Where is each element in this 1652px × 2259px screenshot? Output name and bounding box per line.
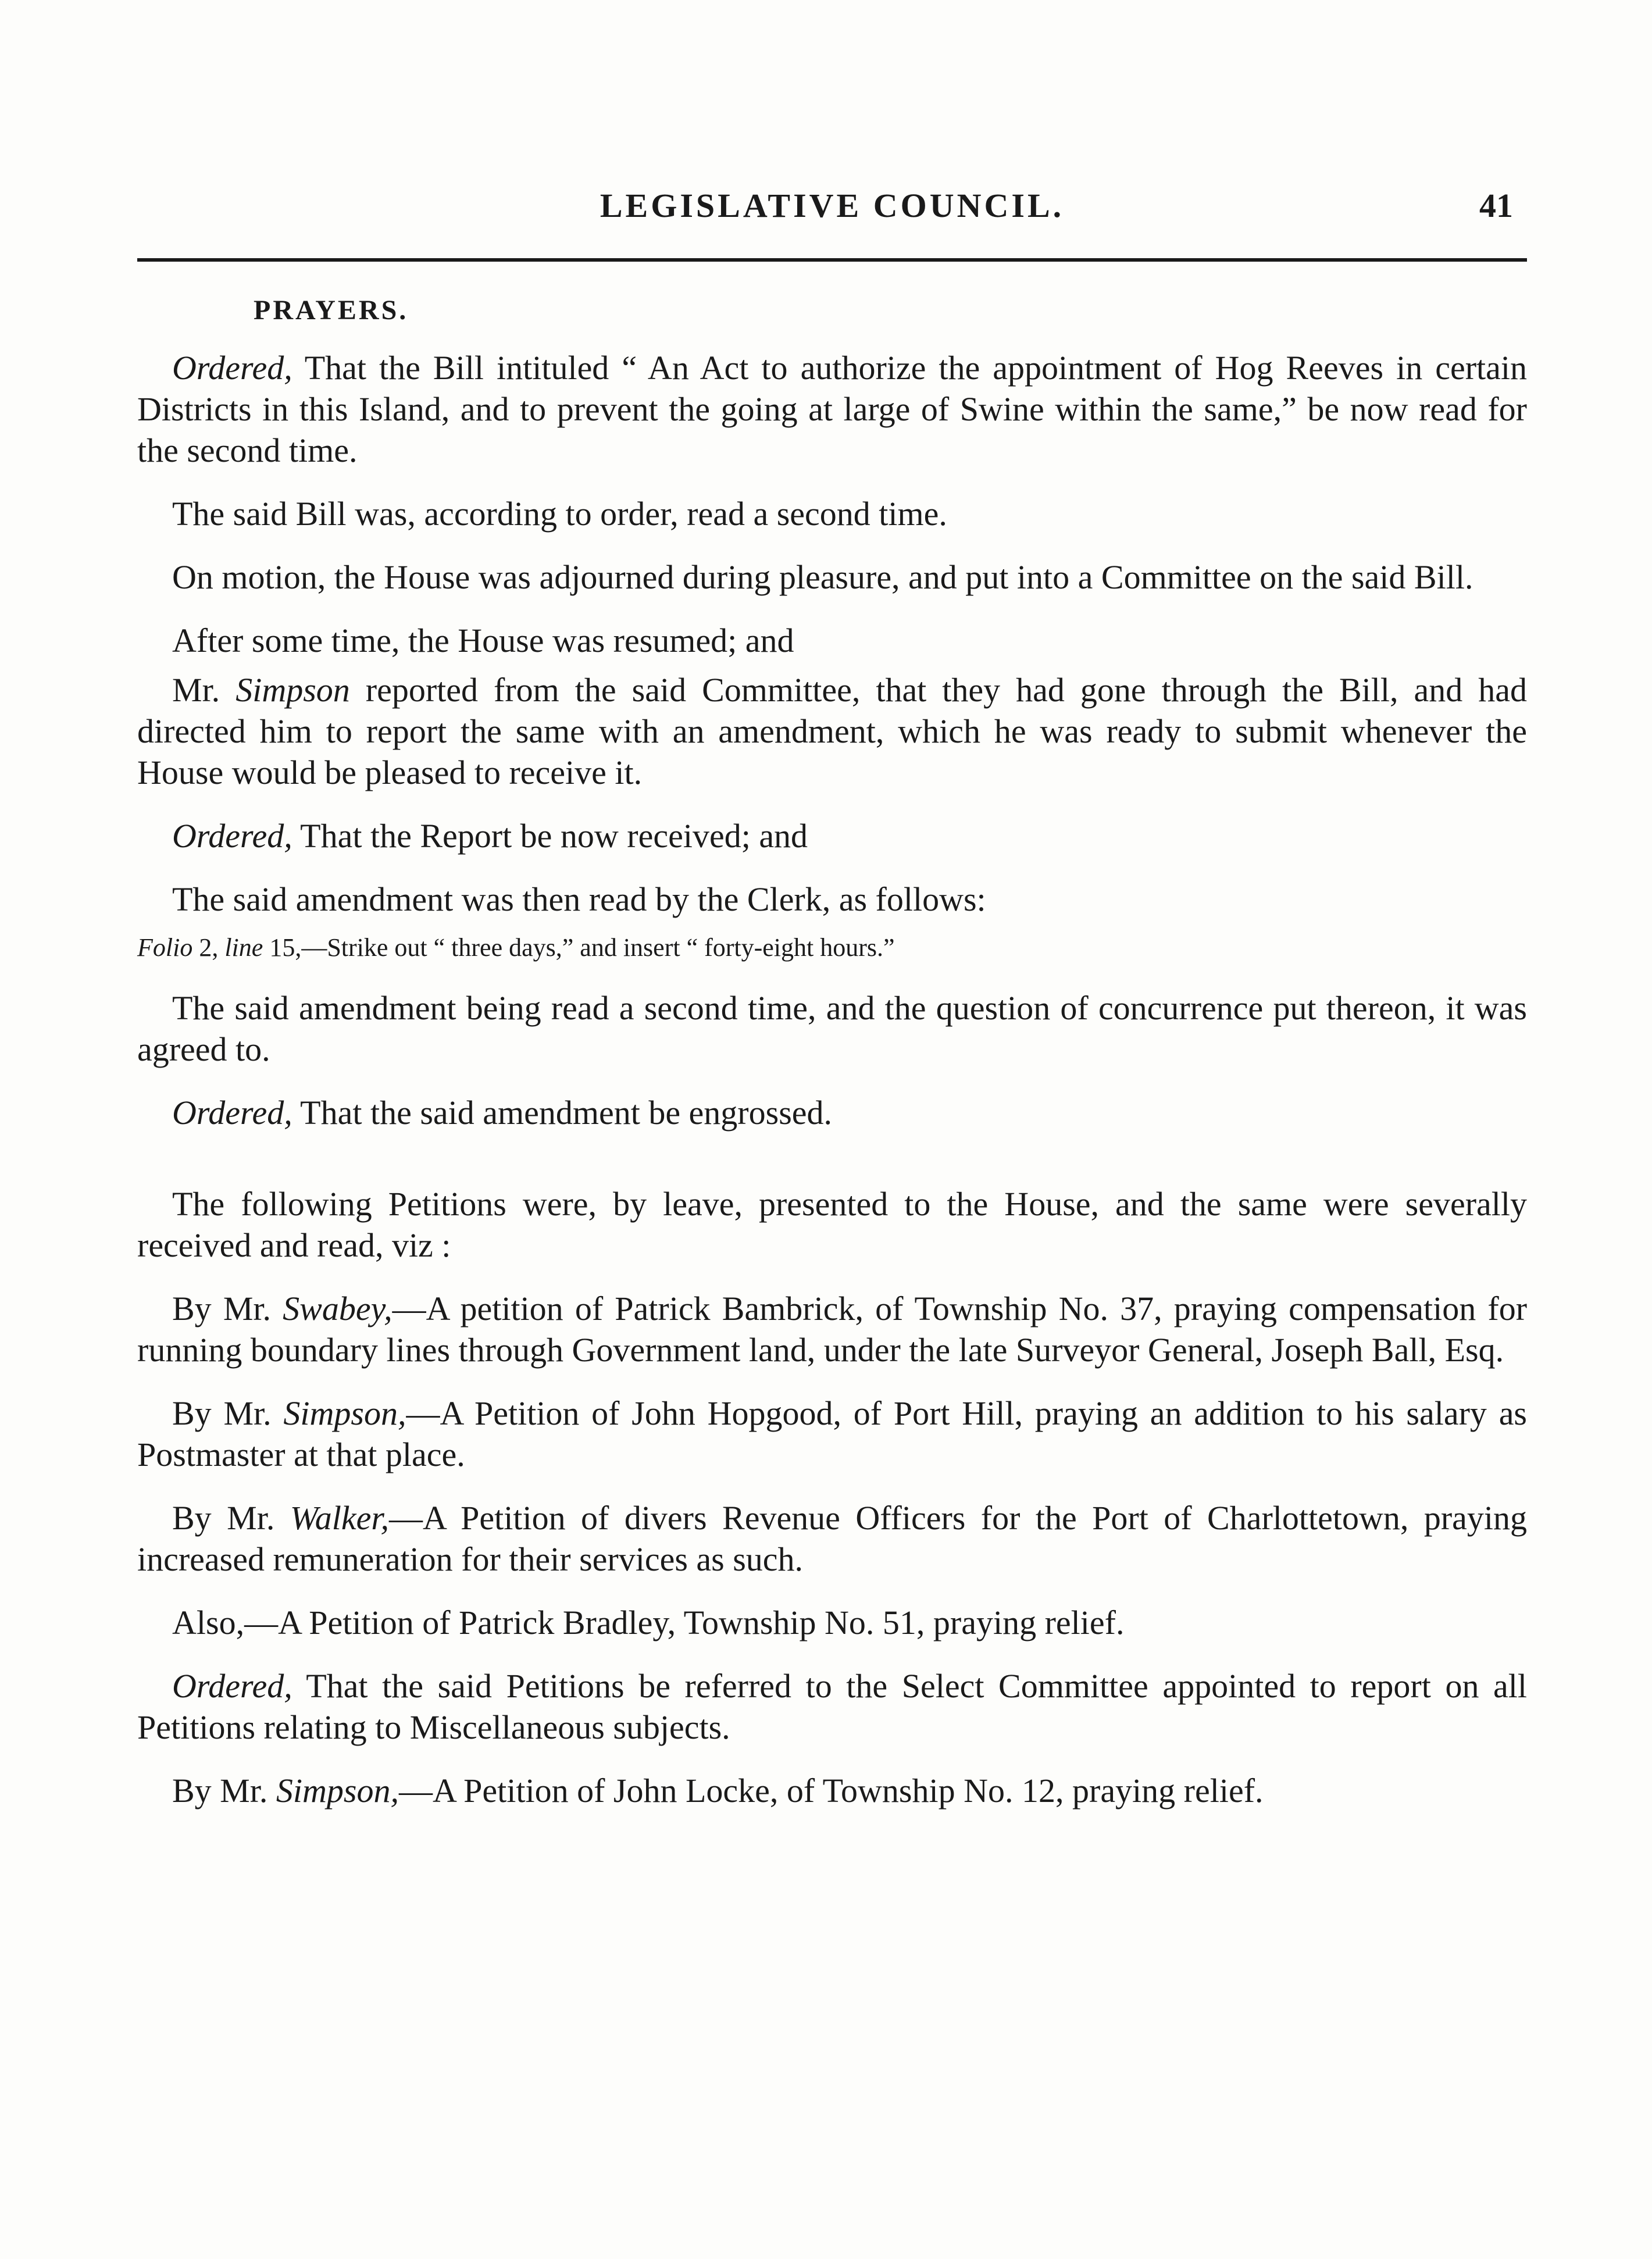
section-heading: PRAYERS.: [254, 295, 409, 326]
paragraph-read-second-time: [137, 493, 1527, 534]
member-name: Simpson: [236, 671, 350, 709]
member-prefix: By Mr.: [172, 1499, 290, 1537]
paragraph-petition-revenue-officers: [137, 1497, 1527, 1580]
paragraph-text: —A petition of Patrick Bambrick, of Township No. 37, praying compensation for running boundary lines through Government land, under the late Surveyor General, Joseph Ball, Esq.: [137, 1290, 1528, 1369]
ordered-label: Ordered,: [172, 349, 292, 387]
paragraph-text: Also,—A Petition of Patrick Bradley, Township No. 51, praying relief.: [172, 1604, 1125, 1641]
paragraph-text: —A Petition of John Locke, of Township No. 12, praying relief.: [398, 1772, 1264, 1810]
member-prefix: By Mr.: [172, 1290, 283, 1327]
paragraph-text: The said amendment was then read by the Clerk, as follows:: [172, 880, 986, 918]
member-name: Simpson,: [276, 1772, 399, 1810]
paragraph-amendment-engrossed: [137, 1092, 1527, 1133]
member-prefix: By Mr.: [172, 1772, 276, 1810]
paragraph-text: After some time, the House was resumed; and: [172, 622, 794, 659]
member-prefix: Mr.: [172, 671, 236, 709]
paragraph-petition-bambrick: [137, 1288, 1527, 1371]
paragraph-petition-locke: [137, 1770, 1527, 1811]
amendment-instruction: 15,—Strike out “ three days,” and insert “ forty-eight hours.”: [263, 933, 895, 962]
paragraph-amendment-read: [137, 879, 1527, 920]
member-name: Walker,: [290, 1499, 390, 1537]
paragraph-text: —A Petition of divers Revenue Officers for the Port of Charlottetown, praying increased remuneration for their services as such.: [137, 1499, 1528, 1578]
paragraph-amendment-agreed: [137, 987, 1527, 1070]
paragraph-committee-report: [137, 669, 1527, 793]
paragraph-committee-motion: [137, 556, 1527, 598]
paragraph-text: reported from the said Committee, that they had gone through the Bill, and had directed him to report the same with an amendment, which he was ready to submit whenever the House would be pleased to receive it.: [137, 671, 1528, 791]
paragraph-house-resumed: [137, 620, 1527, 661]
running-title: LEGISLATIVE COUNCIL.: [600, 187, 1065, 224]
member-name: Simpson,: [283, 1394, 406, 1432]
paragraph-petitions-referred: [137, 1665, 1527, 1748]
page-header: [137, 174, 1527, 244]
paragraph-report-received: [137, 815, 1527, 857]
paragraph-petition-hopgood: [137, 1393, 1527, 1475]
member-name: Swabey,: [283, 1290, 393, 1327]
paragraph-text: That the Report be now received; and: [292, 817, 808, 855]
folio-number: 2,: [192, 933, 225, 962]
paragraph-petitions-intro: [137, 1183, 1527, 1266]
paragraph-order-second-reading: [137, 347, 1527, 471]
header-rule: [137, 258, 1527, 262]
paragraph-text: —A Petition of John Hopgood, of Port Hill, praying an addition to his salary as Postmaster at that place.: [137, 1394, 1528, 1473]
paragraph-text: The following Petitions were, by leave, presented to the House, and the same were severally received and read, viz :: [137, 1185, 1527, 1264]
folio-label: Folio: [137, 933, 193, 962]
page-body: [137, 290, 1527, 1833]
ordered-label: Ordered,: [172, 1094, 292, 1132]
ordered-label: Ordered,: [172, 1667, 292, 1705]
ordered-label: Ordered,: [172, 817, 292, 855]
page-number: 41: [1479, 187, 1513, 224]
paragraph-petition-bradley: [137, 1602, 1527, 1643]
paragraph-text: The said Bill was, according to order, read a second time.: [172, 495, 947, 533]
paragraph-text: That the Bill intituled “ An Act to authorize the appointment of Hog Reeves in certain Districts in this Island, and to prevent the going at large of Swine within the same,” be now read for the second time.: [137, 349, 1527, 469]
amendment-text: [137, 930, 1527, 965]
line-label: line: [224, 933, 263, 962]
paragraph-text: That the said Petitions be referred to the Select Committee appointed to report on all Petitions relating to Miscellaneous subjects.: [137, 1667, 1527, 1746]
paragraph-text: The said amendment being read a second time, and the question of concurrence put thereon, it was agreed to.: [137, 989, 1527, 1068]
paragraph-text: On motion, the House was adjourned during pleasure, and put into a Committee on the said Bill.: [172, 558, 1473, 596]
paragraph-text: That the said amendment be engrossed.: [292, 1094, 833, 1132]
member-prefix: By Mr.: [172, 1394, 284, 1432]
